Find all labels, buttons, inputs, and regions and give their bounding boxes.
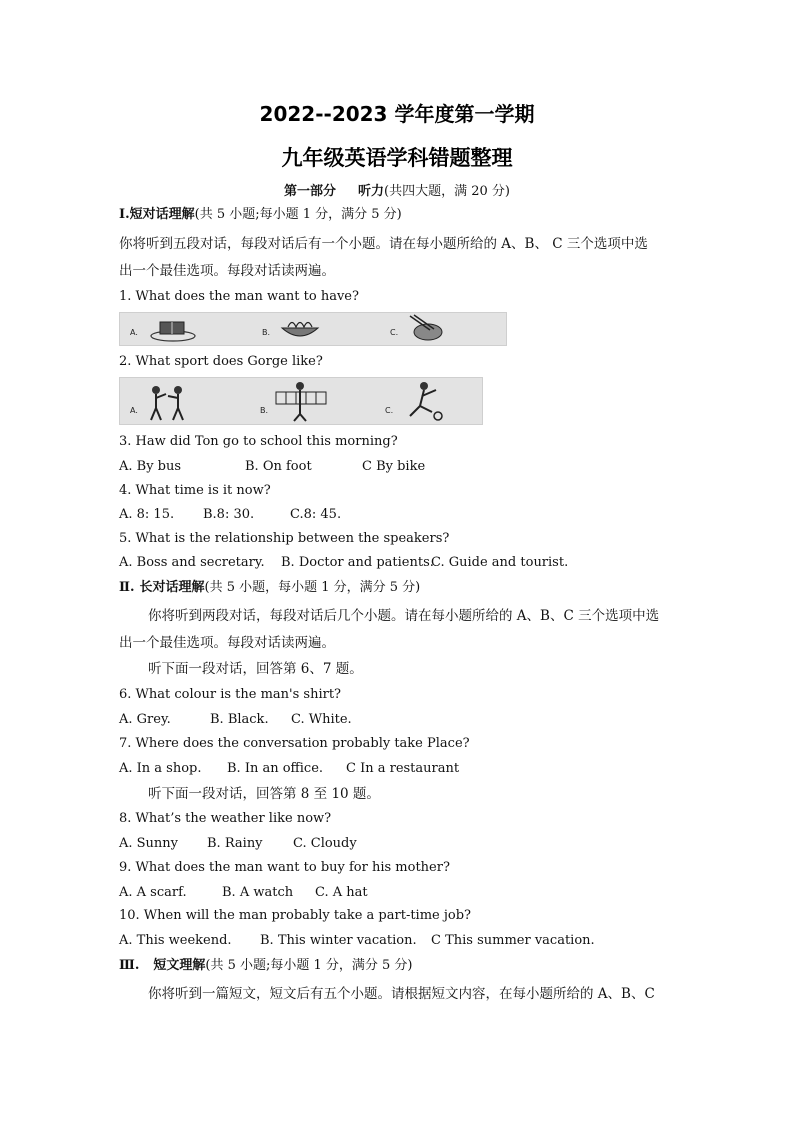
q2-label-b: B. [260, 406, 269, 415]
q8-option-b[interactable]: B. Rainy [207, 836, 263, 851]
q7-option-b[interactable]: B. In an office. [227, 761, 324, 776]
question-1: 1. What does the man want to have? [119, 289, 359, 304]
q1-label-c: C. [390, 328, 399, 337]
question-7: 7. Where does the conversation probably take Place? [119, 736, 470, 751]
part-desc: (共四大题，满 20 分) [384, 184, 510, 199]
q6-option-b[interactable]: B. Black. [210, 712, 269, 727]
question-5: 5. What is the relationship between the speakers? [119, 531, 450, 546]
q4-option-c[interactable]: C.8: 45. [290, 507, 342, 522]
q1-label-b: B. [262, 328, 271, 337]
part-title: 听力 [358, 184, 385, 199]
question-1-picture-options [119, 312, 507, 346]
q10-option-b[interactable]: B. This winter vacation. [260, 933, 417, 948]
section2-name: 长对话理解 [139, 580, 205, 595]
document-title: 2022--2023 学年度第一学期 [259, 102, 535, 126]
q4-option-b[interactable]: B.8: 30. [203, 507, 255, 522]
q9-option-b[interactable]: B. A watch [222, 885, 294, 900]
question-6: 6. What colour is the man's shirt? [119, 687, 342, 702]
football-player-icon [398, 380, 448, 422]
section1-num: Ⅰ. [119, 207, 130, 222]
q9-option-a[interactable]: A. A scarf. [119, 885, 187, 900]
q3-option-c[interactable]: C By bike [362, 459, 426, 474]
q7-option-a[interactable]: A. In a shop. [119, 761, 202, 776]
noodles-bowl-icon [278, 314, 322, 344]
q9-option-c[interactable]: C. A hat [315, 885, 368, 900]
section2-dialogue1-intro: 听下面一段对话，回答第 6、7 题。 [148, 661, 363, 677]
section2-dialogue2-intro: 听下面一段对话，回答第 8 至 10 题。 [148, 786, 380, 802]
section2-instruction-line1: 你将听到两段对话，每段对话后几个小题。请在每小题所给的 A、B、C 三个选项中选 [148, 608, 660, 624]
question-2-picture-options [119, 377, 483, 425]
q4-option-a[interactable]: A. 8: 15. [119, 507, 175, 522]
section1-instruction-line1: 你将听到五段对话，每段对话后有一个小题。请在每小题所给的 A、B、 C 三个选项中选 [119, 236, 648, 252]
q5-option-b[interactable]: B. Doctor and patients. [281, 555, 434, 570]
q10-option-c[interactable]: C This summer vacation. [431, 933, 595, 948]
q10-option-a[interactable]: A. This weekend. [119, 933, 232, 948]
part-label: 第一部分 [284, 184, 337, 199]
question-8: 8. What’s the weather like now? [119, 811, 332, 826]
section2-desc: (共 5 小题，每小题 1 分，满分 5 分) [204, 580, 421, 595]
q1-label-a: A. [130, 328, 138, 337]
question-9: 9. What does the man want to buy for his mother? [119, 860, 450, 875]
section3-heading [119, 958, 413, 974]
q2-label-c: C. [385, 406, 394, 415]
section3-name: 短文理解 [153, 958, 206, 973]
q8-option-a[interactable]: A. Sunny [119, 836, 179, 851]
dumplings-bowl-icon [404, 314, 448, 344]
section2-heading [119, 580, 420, 596]
section2-instruction-line2: 出一个最佳选项。每段对话读两遍。 [119, 635, 335, 651]
question-3: 3. Haw did Ton go to school this morning? [119, 434, 398, 449]
section1-heading [119, 207, 402, 223]
section1-desc: (共 5 小题;每小题 1 分，满分 5 分) [194, 207, 402, 222]
q7-option-c[interactable]: C In a restaurant [346, 761, 460, 776]
q3-option-b[interactable]: B. On foot [245, 459, 312, 474]
question-4: 4. What time is it now? [119, 483, 271, 498]
section2-num: Ⅱ. [119, 580, 135, 595]
boxing-players-icon [146, 382, 190, 422]
part-heading [0, 180, 794, 199]
q3-option-a[interactable]: A. By bus [119, 459, 182, 474]
q8-option-c[interactable]: C. Cloudy [293, 836, 357, 851]
section3-num: Ⅲ. [119, 958, 140, 973]
section3-instruction-line1: 你将听到一篇短文，短文后有五个小题。请根据短文内容，在每小题所给的 A、B、C [148, 986, 655, 1002]
document-subtitle: 九年级英语学科错题整理 [281, 146, 513, 170]
cake-icon [148, 316, 198, 342]
q2-label-a: A. [130, 406, 138, 415]
section1-instruction-line2: 出一个最佳选项。每段对话读两遍。 [119, 263, 335, 279]
q5-option-a[interactable]: A. Boss and secretary. [119, 555, 265, 570]
question-2: 2. What sport does Gorge like? [119, 354, 323, 369]
q6-option-a[interactable]: A. Grey. [119, 712, 171, 727]
q5-option-c[interactable]: C. Guide and tourist. [431, 555, 569, 570]
q6-option-c[interactable]: C. White. [291, 712, 352, 727]
question-10: 10. When will the man probably take a part-time job? [119, 908, 472, 923]
volleyball-net-icon [270, 380, 330, 422]
section1-name: 短对话理解 [129, 207, 195, 222]
section3-desc: (共 5 小题;每小题 1 分，满分 5 分) [205, 958, 413, 973]
